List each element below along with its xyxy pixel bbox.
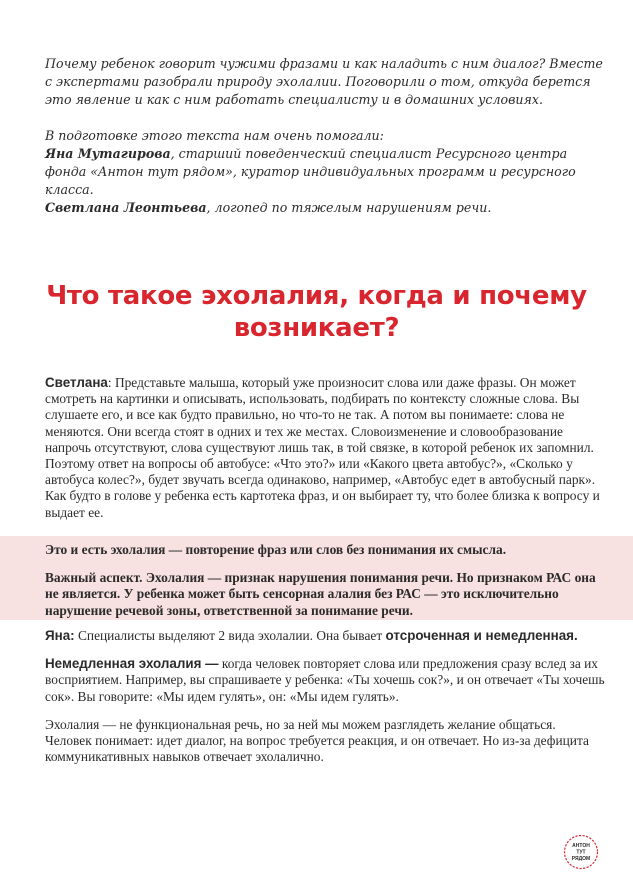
section-4-paragraph: Эхолалия — не функциональная речь, но за ней мы можем разглядеть желание общаться. Человек понимает: идет диалог, на вопрос требуется реакция, и он отвечает. Но из-за дефицита коммуникативных навыков отвечает эхолалично. bbox=[45, 716, 589, 765]
foundation-logo bbox=[563, 834, 599, 870]
section-3-text: когда человек повторяет слова или предложения сразу вслед за их восприятием. Например, вы спрашиваете у ребенка: «Ты хочешь сок?», и он отвечает «Ты хочешь сок». Вы говорите: «Мы идем гулять», он: «Мы идем гулять». bbox=[45, 656, 605, 704]
logo-line-2: ТУТ bbox=[576, 849, 586, 856]
speaker-yana: Яна: bbox=[45, 628, 75, 643]
section-2-paragraph bbox=[45, 628, 605, 644]
intro-lead: Почему ребенок говорит чужими фразами и как наладить с ним диалог? Вместе с экспертами разобрали природу эхолалии. Поговорили о том, откуда берется это явление и как с ним работать специалисту и в домашних условиях. bbox=[45, 56, 603, 107]
important-text: Важный аспект. Эхолалия — признак нарушения понимания речи. Но признаком РАС она не является. У ребенка может быть сенсорная алалия без РАС — это исключительно нарушение речевой зоны, ответственной за понимание речи. bbox=[45, 570, 596, 618]
expert-1 bbox=[45, 145, 605, 199]
logo-line-1: АНТОН bbox=[572, 843, 590, 849]
expert-2 bbox=[45, 199, 605, 217]
section-2-text: Специалисты выделяют 2 вида эхолалии. Она бывает bbox=[74, 628, 386, 643]
expert-1-name: Яна Мутагирова bbox=[45, 146, 171, 161]
immediate-echolalia-term: Немедленная эхолалия — bbox=[45, 656, 219, 672]
intro-block bbox=[45, 55, 605, 217]
logo-line-3: РЯДОМ bbox=[571, 856, 591, 862]
echolalia-types: отсроченная и немедленная. bbox=[385, 628, 578, 643]
section-1 bbox=[45, 375, 605, 521]
expert-2-desc: , логопед по тяжелым нарушениям речи. bbox=[206, 200, 492, 215]
helpers-heading: В подготовке этого текста нам очень помогали: bbox=[45, 128, 384, 143]
lower-block bbox=[45, 628, 605, 765]
highlight-text bbox=[45, 542, 605, 619]
section-1-text: : Представьте малыша, который уже произносит слова или даже фразы. Он может смотреть на картинки и описывать, использовать, подбирать по контексту сложные слова. Вы слушаете его, и все как будто правильно, но что-то не так. А потом вы понимаете: слова не меняются. Они всегда стоят в одних и тех же местах. Словоизменение и словообразование напрочь отсутствуют, слова существуют лишь так, в той связке, в которой ребенок их запомнил. Поэтому ответ на вопросы об автобусе: «Что это?» или «Какого цвета автобус?», «Сколько у автобуса колес?», будет звучать всегда одинаково, например, «Автобус едет в автобусный парк». Как будто в голове у ребенка есть картотека фраз, и он выбирает ту, что более близка к вопросу и выдает ее. bbox=[45, 375, 600, 520]
expert-2-name: Светлана Леонтьева bbox=[45, 200, 207, 215]
definition-text: Это и есть эхолалия — повторение фраз или слов без понимания их смысла. bbox=[45, 542, 507, 557]
section-1-paragraph bbox=[45, 375, 605, 521]
section-3-paragraph bbox=[45, 656, 605, 705]
expert-1-desc: , старший поведенческий специалист Ресурсного центра фонда «Антон тут рядом», куратор индивидуальных программ и ресурсного класса. bbox=[45, 146, 576, 197]
section-heading: Что такое эхолалия, когда и почему возникает? bbox=[46, 281, 587, 343]
speaker-svetlana: Светлана bbox=[45, 375, 108, 390]
